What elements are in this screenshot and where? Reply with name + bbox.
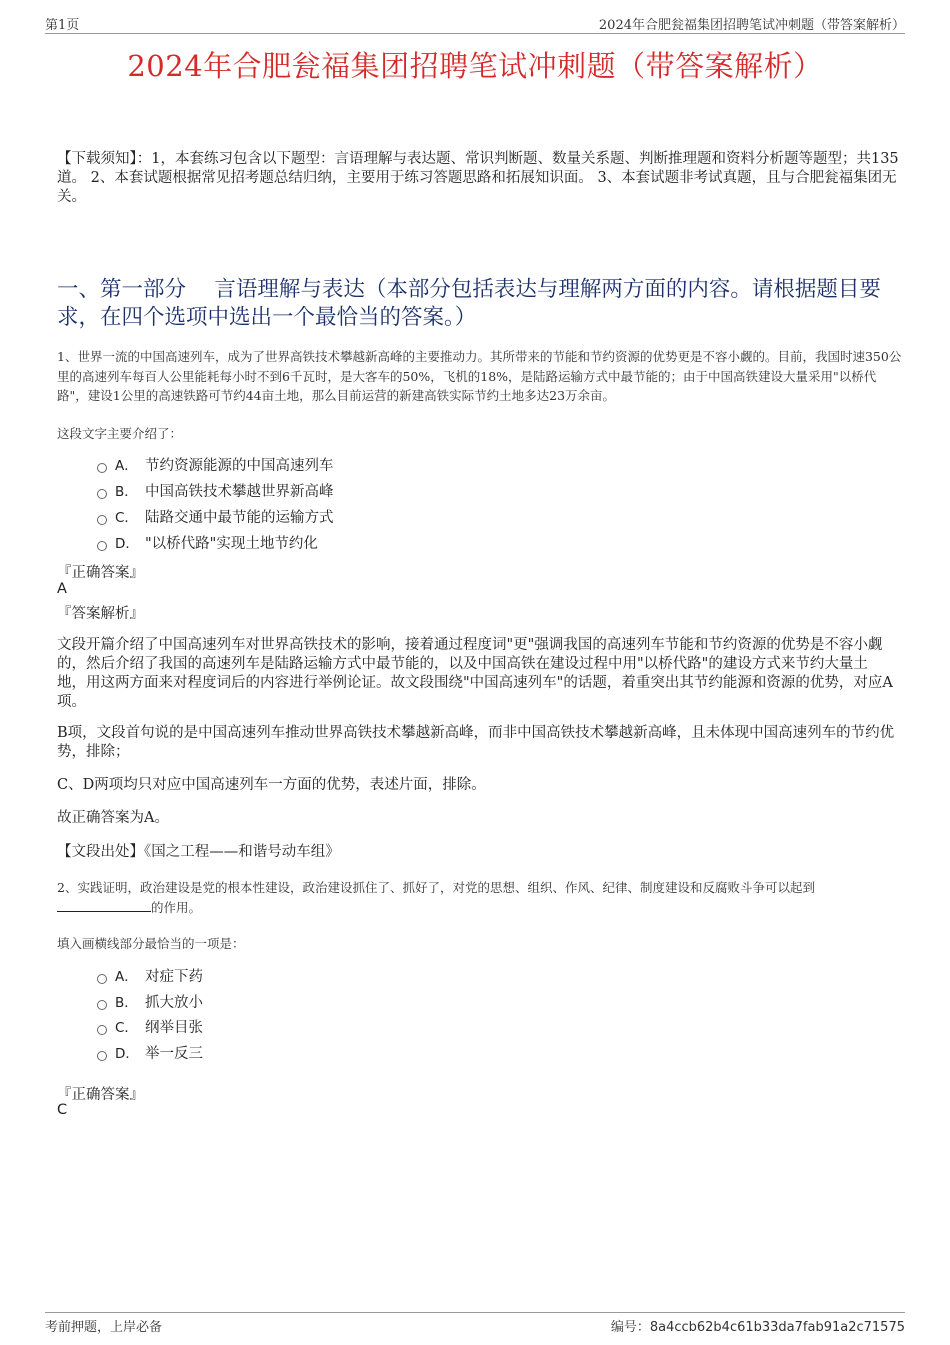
fill-in-blank: [57, 898, 151, 912]
option-text: 纲举目张: [145, 1020, 203, 1036]
option-text: 节约资源能源的中国高速列车: [145, 458, 334, 474]
analysis-paragraph: C、D两项均只对应中国高速列车一方面的优势，表述片面，排除。: [57, 777, 486, 793]
question-2-prompt: 填入画横线部分最恰当的一项是：: [57, 936, 245, 951]
analysis-paragraph: B项，文段首句说的是中国高速列车推动世界高铁技术攀越新高峰，而非中国高铁技术攀越新高峰，且未体现中国高速列车的节约优势，排除；: [57, 725, 895, 760]
radio-icon[interactable]: [97, 1000, 107, 1010]
question-2-text-after: 的作用。: [151, 899, 202, 915]
question-1-option-d[interactable]: [97, 534, 318, 554]
question-1-option-b[interactable]: [97, 482, 334, 502]
question-2-option-a[interactable]: [97, 967, 203, 987]
option-text: "以桥代路"实现土地节约化: [145, 536, 318, 552]
option-text: 陆路交通中最节能的运输方式: [145, 510, 334, 526]
correct-answer-value: C: [57, 1102, 68, 1118]
option-text: 中国高铁技术攀越世界新高峰: [145, 484, 334, 500]
radio-icon[interactable]: [97, 489, 107, 499]
radio-icon[interactable]: [97, 463, 107, 473]
option-letter: D．: [115, 536, 139, 552]
question-1-prompt: 这段文字主要介绍了：: [57, 426, 183, 441]
radio-icon[interactable]: [97, 1025, 107, 1035]
page-title: 2024年合肥瓮福集团招聘笔试冲刺题（带答案解析）: [127, 49, 823, 83]
question-1-option-a[interactable]: [97, 456, 334, 476]
footer-code-value: 8a4ccb62b4c61b33da7fab91a2c71575: [649, 1320, 905, 1335]
section-heading: 一、第一部分 言语理解与表达（本部分包括表达与理解两方面的内容。请根据题目要求，在四个选项中选出一个最恰当的答案。）: [57, 277, 881, 330]
analysis-label: 『答案解析』: [57, 606, 144, 622]
analysis-source: 【文段出处】《国之工程——和谐号动车组》: [57, 844, 340, 860]
option-letter: D．: [115, 1046, 139, 1062]
question-1-text: 1、世界一流的中国高速列车，成为了世界高铁技术攀越新高峰的主要推动力。其所带来的节能和节约资源的优势更是不容小觑的。目前，我国时速350公里的高速列车每百人公里能耗每小时不到6千瓦时，是大客车的50%，飞机的18%，是陆路运输方式中最节能的；由于中国高铁建设大量采用"以桥代路"，建设1公里的高速铁路可节约44亩土地，那么目前运营的新建高铁实际节约土地多达23万余亩。: [57, 349, 902, 403]
page-number: 第1页: [45, 18, 80, 33]
question-1-option-c[interactable]: [97, 508, 334, 528]
question-2-option-b[interactable]: [97, 993, 203, 1013]
option-text: 对症下药: [145, 969, 203, 985]
correct-answer-label: 『正确答案』: [57, 565, 144, 581]
footer-divider: [45, 1312, 905, 1313]
question-2-option-d[interactable]: [97, 1044, 203, 1064]
radio-icon[interactable]: [97, 541, 107, 551]
footer-slogan: 考前押题，上岸必备: [45, 1320, 163, 1335]
header-doc-title: 2024年合肥瓮福集团招聘笔试冲刺题（带答案解析）: [598, 18, 905, 33]
option-letter: A．: [115, 969, 138, 985]
footer-code-label: 编号：: [610, 1320, 650, 1335]
option-text: 举一反三: [145, 1046, 203, 1062]
header-divider: [45, 33, 905, 34]
radio-icon[interactable]: [97, 515, 107, 525]
option-letter: C．: [115, 510, 138, 526]
download-notice: 【下载须知】：1，本套练习包含以下题型：言语理解与表达题、常识判断题、数量关系题、判断推理题和资料分析题等题型；共135道。 2、本套试题根据常见招考题总结归纳，主要用于练习答题思路和拓展知识面。 3、本套试题非考试真题，且与合肥瓮福集团无关。: [57, 151, 899, 205]
footer-code: [611, 1316, 905, 1335]
option-letter: B．: [115, 995, 138, 1011]
option-letter: A．: [115, 458, 138, 474]
question-2-text-before: 2、实践证明，政治建设是党的根本性建设，政治建设抓住了、抓好了，对党的思想、组织、作风、纪律、制度建设和反腐败斗争可以起到: [57, 880, 815, 895]
option-letter: C．: [115, 1020, 138, 1036]
correct-answer-label: 『正确答案』: [57, 1087, 144, 1103]
analysis-paragraph: 故正确答案为A。: [57, 810, 169, 826]
option-text: 抓大放小: [145, 995, 203, 1011]
question-2-text: [57, 878, 902, 917]
question-2-option-c[interactable]: [97, 1018, 203, 1038]
radio-icon[interactable]: [97, 1051, 107, 1061]
radio-icon[interactable]: [97, 974, 107, 984]
analysis-paragraph: 文段开篇介绍了中国高速列车对世界高铁技术的影响，接着通过程度词"更"强调我国的高速列车节能和节约资源的优势是不容小觑的，然后介绍了我国的高速列车是陆路运输方式中最节能的，以及中国高铁在建设过程中用"以桥代路"的建设方式来节约大量土地，用这两方面来对程度词后的内容进行举例论证。故文段围绕"中国高速列车"的话题，着重突出其节约能源和资源的优势，对应A项。: [57, 637, 893, 710]
correct-answer-value: A: [57, 581, 67, 597]
option-letter: B．: [115, 484, 138, 500]
